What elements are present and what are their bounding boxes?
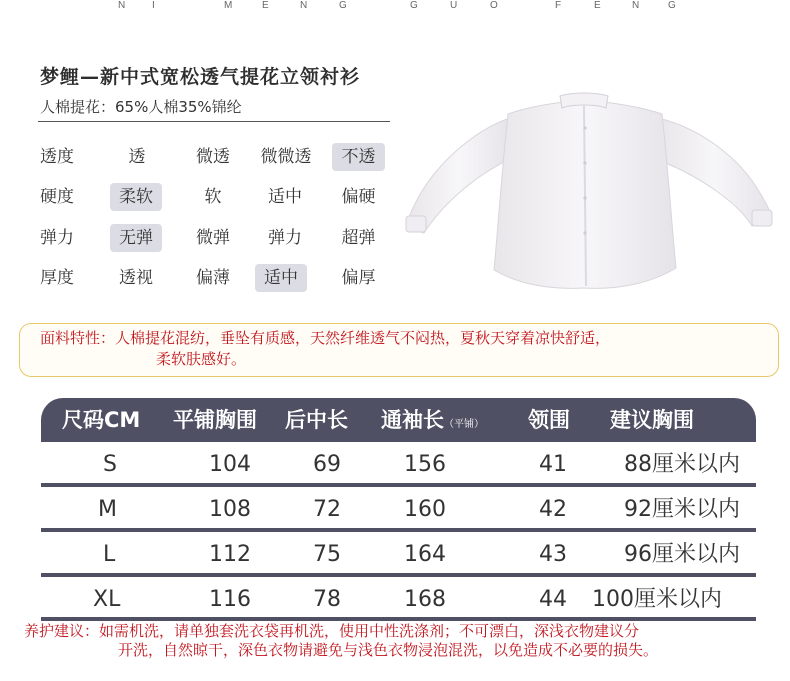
table-cell: 75	[313, 542, 341, 567]
table-cell: 156	[404, 452, 446, 477]
table-row	[41, 533, 756, 577]
brand-letter: I	[152, 0, 155, 11]
brand-letter: G	[410, 0, 418, 11]
care-line: 养护建议：如需机洗，请单独套洗衣袋再机洗，使用中性洗涤剂；不可漂白，深浅衣物建议分	[24, 622, 640, 640]
brand-letter: N	[118, 0, 126, 11]
table-cell-size: S	[103, 452, 117, 477]
brand-letter: G	[339, 0, 347, 11]
attribute-option: 软	[204, 187, 222, 207]
column-header-size: 尺码CM	[62, 408, 141, 432]
attribute-option: 微弹	[196, 228, 230, 248]
table-cell: 100厘米以内	[592, 587, 722, 612]
attribute-option-selected: 柔软	[110, 183, 162, 211]
table-cell: 44	[539, 587, 567, 612]
table-cell: 116	[209, 587, 251, 612]
attribute-row-elasticity	[40, 224, 400, 254]
attribute-row-thickness	[40, 264, 400, 294]
attribute-option-selected: 无弹	[110, 224, 162, 252]
table-row	[41, 578, 756, 622]
attribute-option: 透视	[119, 268, 153, 288]
table-cell-size: M	[98, 497, 117, 522]
brand-letter: E	[262, 0, 269, 11]
attribute-option: 适中	[268, 187, 302, 207]
table-cell-size: L	[103, 542, 116, 567]
table-cell: 92厘米以内	[624, 497, 740, 522]
table-cell-size: XL	[93, 587, 121, 612]
sleeve-header-note: （平铺）	[444, 419, 484, 430]
row-divider	[41, 528, 756, 532]
fabric-feature-box	[19, 323, 779, 377]
attribute-label: 厚度	[40, 268, 74, 288]
feature-line: 柔软肤感好。	[156, 350, 247, 368]
table-cell: 164	[404, 542, 446, 567]
attribute-option: 微透	[196, 147, 230, 167]
attribute-option-selected: 适中	[255, 264, 307, 292]
attribute-row-hardness	[40, 183, 400, 213]
material-composition: 人棉提花：65%人棉35%锦纶	[40, 98, 242, 116]
table-cell: 168	[404, 587, 446, 612]
size-table-header	[41, 398, 756, 442]
table-cell: 41	[539, 452, 567, 477]
attribute-option: 微微透	[260, 147, 312, 167]
table-cell: 108	[209, 497, 251, 522]
attribute-option: 透	[128, 147, 146, 167]
attribute-option: 弹力	[268, 228, 302, 248]
brand-letter: N	[632, 0, 640, 11]
table-cell: 112	[209, 542, 251, 567]
sleeve-header-label: 通袖长	[381, 408, 444, 432]
table-cell: 42	[539, 497, 567, 522]
row-divider	[41, 483, 756, 487]
fabric-feature-text	[40, 328, 610, 370]
divider	[38, 121, 390, 122]
brand-letters	[0, 0, 790, 16]
product-title: 梦鲤—新中式宽松透气提花立领衬衫	[40, 66, 361, 88]
attribute-option: 偏厚	[341, 268, 376, 288]
feature-line: 面料特性：人棉提花混纺，垂坠有质感，天然纤维透气不闷热，夏秋天穿着凉快舒适，	[40, 329, 611, 347]
brand-letter: U	[450, 0, 458, 11]
table-cell: 72	[313, 497, 341, 522]
brand-letter: O	[490, 0, 498, 11]
care-line: 开洗，自然晾干，深色衣物请避免与浅色衣物浸泡混洗，以免造成不必要的损失。	[118, 641, 659, 659]
attribute-label: 弹力	[40, 228, 74, 248]
column-header-sleeve	[381, 398, 484, 442]
row-divider	[41, 617, 756, 621]
table-cell: 96厘米以内	[624, 542, 740, 567]
column-header-suggested-chest: 建议胸围	[610, 408, 694, 432]
table-cell: 43	[539, 542, 567, 567]
table-cell: 88厘米以内	[624, 452, 740, 477]
brand-letter: M	[224, 0, 233, 11]
table-cell: 160	[404, 497, 446, 522]
attribute-option-selected: 不透	[332, 143, 385, 171]
table-cell: 104	[209, 452, 251, 477]
care-instructions	[24, 622, 784, 660]
attribute-option: 偏硬	[341, 187, 376, 207]
attribute-option: 超弹	[341, 228, 376, 248]
brand-letter: G	[668, 0, 676, 11]
attribute-label: 硬度	[40, 187, 74, 207]
column-header-collar: 领围	[528, 408, 570, 432]
brand-letter: F	[555, 0, 562, 11]
attribute-label: 透度	[40, 147, 74, 167]
attribute-row-transparency	[40, 143, 400, 173]
brand-letter: N	[300, 0, 308, 11]
table-row	[41, 443, 756, 487]
table-cell: 78	[313, 587, 341, 612]
brand-letter: E	[594, 0, 601, 11]
column-header-chest: 平铺胸围	[173, 408, 257, 432]
column-header-length: 后中长	[285, 408, 348, 432]
table-cell: 69	[313, 452, 341, 477]
attribute-option: 偏薄	[196, 268, 230, 288]
shirt-image	[400, 88, 785, 293]
table-row	[41, 488, 756, 532]
row-divider	[41, 573, 756, 577]
